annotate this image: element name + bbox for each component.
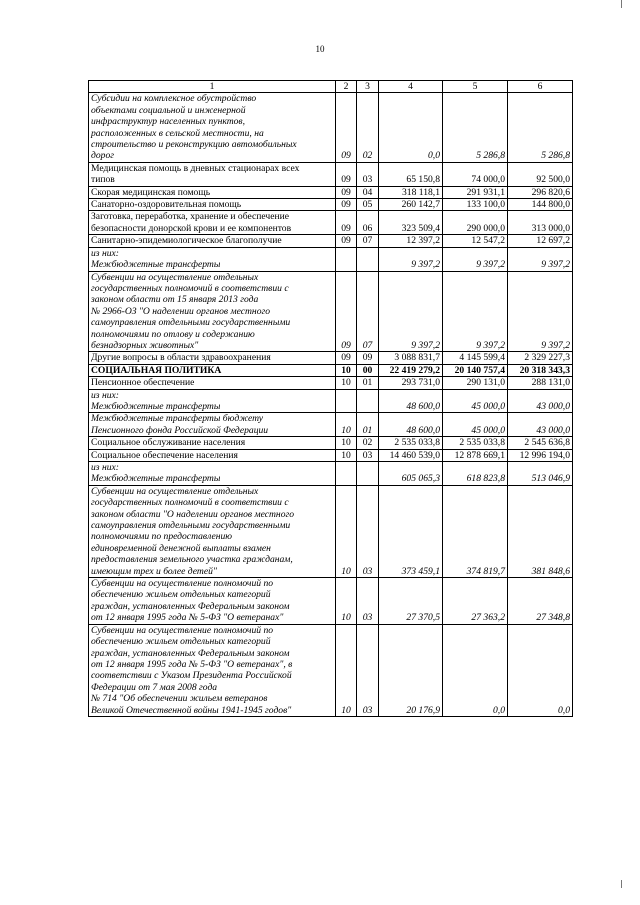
subsection-code: 03 bbox=[357, 624, 379, 716]
row-name-line: самоуправления отдельными государственными bbox=[91, 520, 291, 532]
row-name-line: дорог bbox=[91, 150, 114, 162]
row-name-line: объектами социальной и инженерной bbox=[91, 104, 246, 116]
value-col-4: 9 397,2 bbox=[379, 271, 443, 352]
row-name-line: Заготовка, переработка, хранение и обеспечение bbox=[91, 211, 289, 223]
value-col-4: 22 419 279,2 bbox=[379, 364, 443, 376]
row-name-line: Субвенции на осуществление полномочий по bbox=[91, 578, 274, 590]
value-col-6: 288 131,0 bbox=[508, 377, 573, 389]
value-col-4: 65 150,8 bbox=[379, 162, 443, 186]
row-name bbox=[89, 162, 336, 186]
row-name-line: самоуправления отдельными государственными bbox=[91, 317, 291, 329]
row-name-line: Федерации от 7 мая 2008 года bbox=[91, 681, 218, 693]
section-code: 09 bbox=[336, 211, 357, 235]
table-row bbox=[89, 186, 573, 198]
value-col-5: 291 931,1 bbox=[443, 186, 508, 198]
row-name-line: безопасности донорской крови и ее компонентов bbox=[91, 222, 292, 234]
row-name-line: Межбюджетные трансферты bbox=[91, 400, 221, 412]
table-row bbox=[89, 247, 573, 271]
subsection-code: 03 bbox=[357, 162, 379, 186]
row-name bbox=[89, 578, 336, 625]
table-row bbox=[89, 235, 573, 247]
value-col-6: 9 397,2 bbox=[508, 271, 573, 352]
row-name-line: Пенсионное обеспечение bbox=[91, 377, 195, 389]
subsection-code: 01 bbox=[357, 377, 379, 389]
value-col-6: 5 286,8 bbox=[508, 93, 573, 162]
value-col-5: 2 535 033,8 bbox=[443, 437, 508, 449]
value-col-4: 3 088 831,7 bbox=[379, 352, 443, 364]
value-col-4: 20 176,9 bbox=[379, 624, 443, 716]
row-name-line: Социальное обслуживание населения bbox=[91, 437, 246, 449]
row-name bbox=[89, 364, 336, 376]
value-col-5: 0,0 bbox=[443, 624, 508, 716]
value-col-4: 373 459,1 bbox=[379, 485, 443, 577]
value-col-4: 12 397,2 bbox=[379, 235, 443, 247]
value-col-4: 48 600,0 bbox=[379, 389, 443, 413]
value-col-5: 12 547,2 bbox=[443, 235, 508, 247]
column-header: 1 bbox=[89, 81, 336, 93]
row-name-line: из них: bbox=[91, 389, 119, 401]
value-col-5: 9 397,2 bbox=[443, 271, 508, 352]
row-name bbox=[89, 462, 336, 486]
subsection-code bbox=[357, 462, 379, 486]
section-code bbox=[336, 389, 357, 413]
section-code: 09 bbox=[336, 186, 357, 198]
section-code: 09 bbox=[336, 93, 357, 162]
section-code: 09 bbox=[336, 162, 357, 186]
row-name-line: обеспечению жильем отдельных категорий bbox=[91, 589, 271, 601]
column-header: 6 bbox=[508, 81, 573, 93]
section-code: 10 bbox=[336, 364, 357, 376]
row-name-line: полномочиями по предоставлению bbox=[91, 531, 233, 543]
row-name bbox=[89, 352, 336, 364]
header-row bbox=[89, 81, 573, 93]
value-col-6: 43 000,0 bbox=[508, 413, 573, 437]
value-col-4: 293 731,0 bbox=[379, 377, 443, 389]
value-col-4: 318 118,1 bbox=[379, 186, 443, 198]
table-row bbox=[89, 377, 573, 389]
row-name-line: законом области от 15 января 2013 года bbox=[91, 294, 259, 306]
value-col-6: 12 697,2 bbox=[508, 235, 573, 247]
row-name-line: имеющим трех и более детей" bbox=[91, 565, 217, 577]
row-name-line: из них: bbox=[91, 247, 119, 259]
row-name-line: Санаторно-оздоровительная помощь bbox=[91, 199, 242, 211]
row-name bbox=[89, 247, 336, 271]
row-name-line: строительство и реконструкцию автомобильных bbox=[91, 139, 297, 151]
scan-edge-mark bbox=[621, 0, 622, 8]
value-col-4: 14 460 539,0 bbox=[379, 449, 443, 461]
section-code: 09 bbox=[336, 235, 357, 247]
value-col-4: 27 370,5 bbox=[379, 578, 443, 625]
value-col-4: 9 397,2 bbox=[379, 247, 443, 271]
section-code: 09 bbox=[336, 271, 357, 352]
section-code: 09 bbox=[336, 352, 357, 364]
subsection-code: 02 bbox=[357, 437, 379, 449]
row-name bbox=[89, 449, 336, 461]
row-name-line: инфраструктур населенных пунктов, bbox=[91, 116, 245, 128]
value-col-5: 45 000,0 bbox=[443, 389, 508, 413]
table-row bbox=[89, 624, 573, 716]
value-col-4: 323 509,4 bbox=[379, 211, 443, 235]
row-name-line: Другие вопросы в области здравоохранения bbox=[91, 352, 271, 364]
table-row bbox=[89, 413, 573, 437]
value-col-4: 48 600,0 bbox=[379, 413, 443, 437]
row-name-line: граждан, установленных Федеральным законом bbox=[91, 600, 290, 612]
row-name bbox=[89, 377, 336, 389]
subsection-code bbox=[357, 389, 379, 413]
row-name-line: от 12 января 1995 года № 5-ФЗ "О ветеранах" bbox=[91, 612, 284, 624]
column-header: 4 bbox=[379, 81, 443, 93]
row-name-line: Великой Отечественной войны 1941-1945 годов" bbox=[91, 704, 292, 716]
row-name bbox=[89, 199, 336, 211]
value-col-6: 296 820,6 bbox=[508, 186, 573, 198]
row-name bbox=[89, 93, 336, 162]
subsection-code: 03 bbox=[357, 485, 379, 577]
row-name-line: Межбюджетные трансферты бюджету bbox=[91, 413, 264, 425]
value-col-5: 290 000,0 bbox=[443, 211, 508, 235]
value-col-5: 74 000,0 bbox=[443, 162, 508, 186]
value-col-5: 618 823,8 bbox=[443, 462, 508, 486]
value-col-5: 12 878 669,1 bbox=[443, 449, 508, 461]
subsection-code: 04 bbox=[357, 186, 379, 198]
row-name-line: граждан, установленных Федеральным законом bbox=[91, 647, 290, 659]
row-name-line: № 714 "Об обеспечении жильем ветеранов bbox=[91, 693, 268, 705]
value-col-4: 2 535 033,8 bbox=[379, 437, 443, 449]
value-col-5: 9 397,2 bbox=[443, 247, 508, 271]
row-name-line: Социальное обеспечение населения bbox=[91, 449, 238, 461]
table-row bbox=[89, 437, 573, 449]
row-name bbox=[89, 413, 336, 437]
row-name-line: предоставления земельного участка гражданам, bbox=[91, 554, 293, 566]
table-row bbox=[89, 462, 573, 486]
column-header: 3 bbox=[357, 81, 379, 93]
column-header: 5 bbox=[443, 81, 508, 93]
section-code: 10 bbox=[336, 437, 357, 449]
row-name-line: расположенных в сельской местности, на bbox=[91, 127, 264, 139]
row-name-line: государственных полномочий в соответствии с bbox=[91, 282, 289, 294]
row-name-line: из них: bbox=[91, 462, 119, 473]
row-name-line: законом области "О наделении органов местного bbox=[91, 508, 295, 520]
row-name-line: СОЦИАЛЬНАЯ ПОЛИТИКА bbox=[91, 364, 222, 376]
value-col-6: 20 318 343,3 bbox=[508, 364, 573, 376]
value-col-6: 2 545 636,8 bbox=[508, 437, 573, 449]
row-name-line: Субвенции на осуществление отдельных bbox=[91, 485, 259, 497]
section-code: 09 bbox=[336, 199, 357, 211]
subsection-code: 03 bbox=[357, 449, 379, 461]
subsection-code: 06 bbox=[357, 211, 379, 235]
row-name-line: Субвенции на осуществление полномочий по bbox=[91, 624, 274, 636]
value-col-5: 4 145 599,4 bbox=[443, 352, 508, 364]
table-row bbox=[89, 199, 573, 211]
subsection-code: 03 bbox=[357, 578, 379, 625]
value-col-6: 9 397,2 bbox=[508, 247, 573, 271]
row-name bbox=[89, 437, 336, 449]
row-name-line: безнадзорных животных" bbox=[91, 339, 199, 351]
section-code: 10 bbox=[336, 413, 357, 437]
section-code bbox=[336, 462, 357, 486]
row-name-line: Межбюджетные трансферты bbox=[91, 473, 221, 485]
row-name-line: соответствии с Указом Президента Российской bbox=[91, 670, 292, 682]
table-row bbox=[89, 389, 573, 413]
table-row bbox=[89, 162, 573, 186]
value-col-4: 260 142,7 bbox=[379, 199, 443, 211]
value-col-4: 605 065,3 bbox=[379, 462, 443, 486]
table-row bbox=[89, 449, 573, 461]
value-col-6: 513 046,9 bbox=[508, 462, 573, 486]
subsection-code: 07 bbox=[357, 235, 379, 247]
table-row bbox=[89, 211, 573, 235]
value-col-5: 290 131,0 bbox=[443, 377, 508, 389]
row-name-line: Скорая медицинская помощь bbox=[91, 186, 211, 198]
value-col-6: 144 800,0 bbox=[508, 199, 573, 211]
section-code: 10 bbox=[336, 449, 357, 461]
row-name bbox=[89, 389, 336, 413]
value-col-5: 20 140 757,4 bbox=[443, 364, 508, 376]
row-name-line: государственных полномочий в соответствии с bbox=[91, 497, 289, 509]
value-col-6: 2 329 227,3 bbox=[508, 352, 573, 364]
value-col-6: 313 000,0 bbox=[508, 211, 573, 235]
subsection-code: 02 bbox=[357, 93, 379, 162]
section-code bbox=[336, 247, 357, 271]
table-row bbox=[89, 364, 573, 376]
row-name-line: полномочиями по отлову и содержанию bbox=[91, 328, 255, 340]
value-col-6: 381 848,6 bbox=[508, 485, 573, 577]
row-name-line: от 12 января 1995 года № 5-ФЗ "О ветеранах", в bbox=[91, 658, 293, 670]
subsection-code: 01 bbox=[357, 413, 379, 437]
row-name-line: обеспечению жильем отдельных категорий bbox=[91, 636, 271, 648]
row-name-line: Медицинская помощь в дневных стационарах всех bbox=[91, 162, 300, 174]
budget-table bbox=[88, 80, 573, 717]
row-name-line: Субсидии на комплексное обустройство bbox=[91, 93, 257, 105]
row-name-line: типов bbox=[91, 174, 115, 186]
row-name-line: Межбюджетные трансферты bbox=[91, 259, 221, 271]
subsection-code: 07 bbox=[357, 271, 379, 352]
value-col-5: 45 000,0 bbox=[443, 413, 508, 437]
subsection-code: 00 bbox=[357, 364, 379, 376]
scan-edge-mark bbox=[621, 880, 622, 888]
row-name-line: № 2966-ОЗ "О наделении органов местного bbox=[91, 305, 271, 317]
section-code: 10 bbox=[336, 377, 357, 389]
row-name bbox=[89, 186, 336, 198]
row-name bbox=[89, 624, 336, 716]
value-col-6: 12 996 194,0 bbox=[508, 449, 573, 461]
value-col-6: 0,0 bbox=[508, 624, 573, 716]
section-code: 10 bbox=[336, 485, 357, 577]
table-row bbox=[89, 352, 573, 364]
value-col-4: 0,0 bbox=[379, 93, 443, 162]
row-name bbox=[89, 271, 336, 352]
section-code: 10 bbox=[336, 624, 357, 716]
row-name bbox=[89, 211, 336, 235]
section-code: 10 bbox=[336, 578, 357, 625]
value-col-6: 43 000,0 bbox=[508, 389, 573, 413]
value-col-5: 5 286,8 bbox=[443, 93, 508, 162]
value-col-5: 27 363,2 bbox=[443, 578, 508, 625]
row-name-line: Субвенции на осуществление отдельных bbox=[91, 271, 259, 283]
table-row bbox=[89, 93, 573, 162]
row-name-line: Санитарно-эпидемиологическое благополучие bbox=[91, 235, 282, 247]
subsection-code bbox=[357, 247, 379, 271]
table-row bbox=[89, 485, 573, 577]
subsection-code: 05 bbox=[357, 199, 379, 211]
value-col-6: 92 500,0 bbox=[508, 162, 573, 186]
row-name-line: Пенсионного фонда Российской Федерации bbox=[91, 424, 269, 436]
page-number: 10 bbox=[315, 44, 325, 54]
row-name bbox=[89, 485, 336, 577]
column-header: 2 bbox=[336, 81, 357, 93]
value-col-6: 27 348,8 bbox=[508, 578, 573, 625]
value-col-5: 133 100,0 bbox=[443, 199, 508, 211]
table-row bbox=[89, 578, 573, 625]
row-name-line: единовременной денежной выплаты взамен bbox=[91, 542, 271, 554]
subsection-code: 09 bbox=[357, 352, 379, 364]
row-name bbox=[89, 235, 336, 247]
table-row bbox=[89, 271, 573, 352]
value-col-5: 374 819,7 bbox=[443, 485, 508, 577]
